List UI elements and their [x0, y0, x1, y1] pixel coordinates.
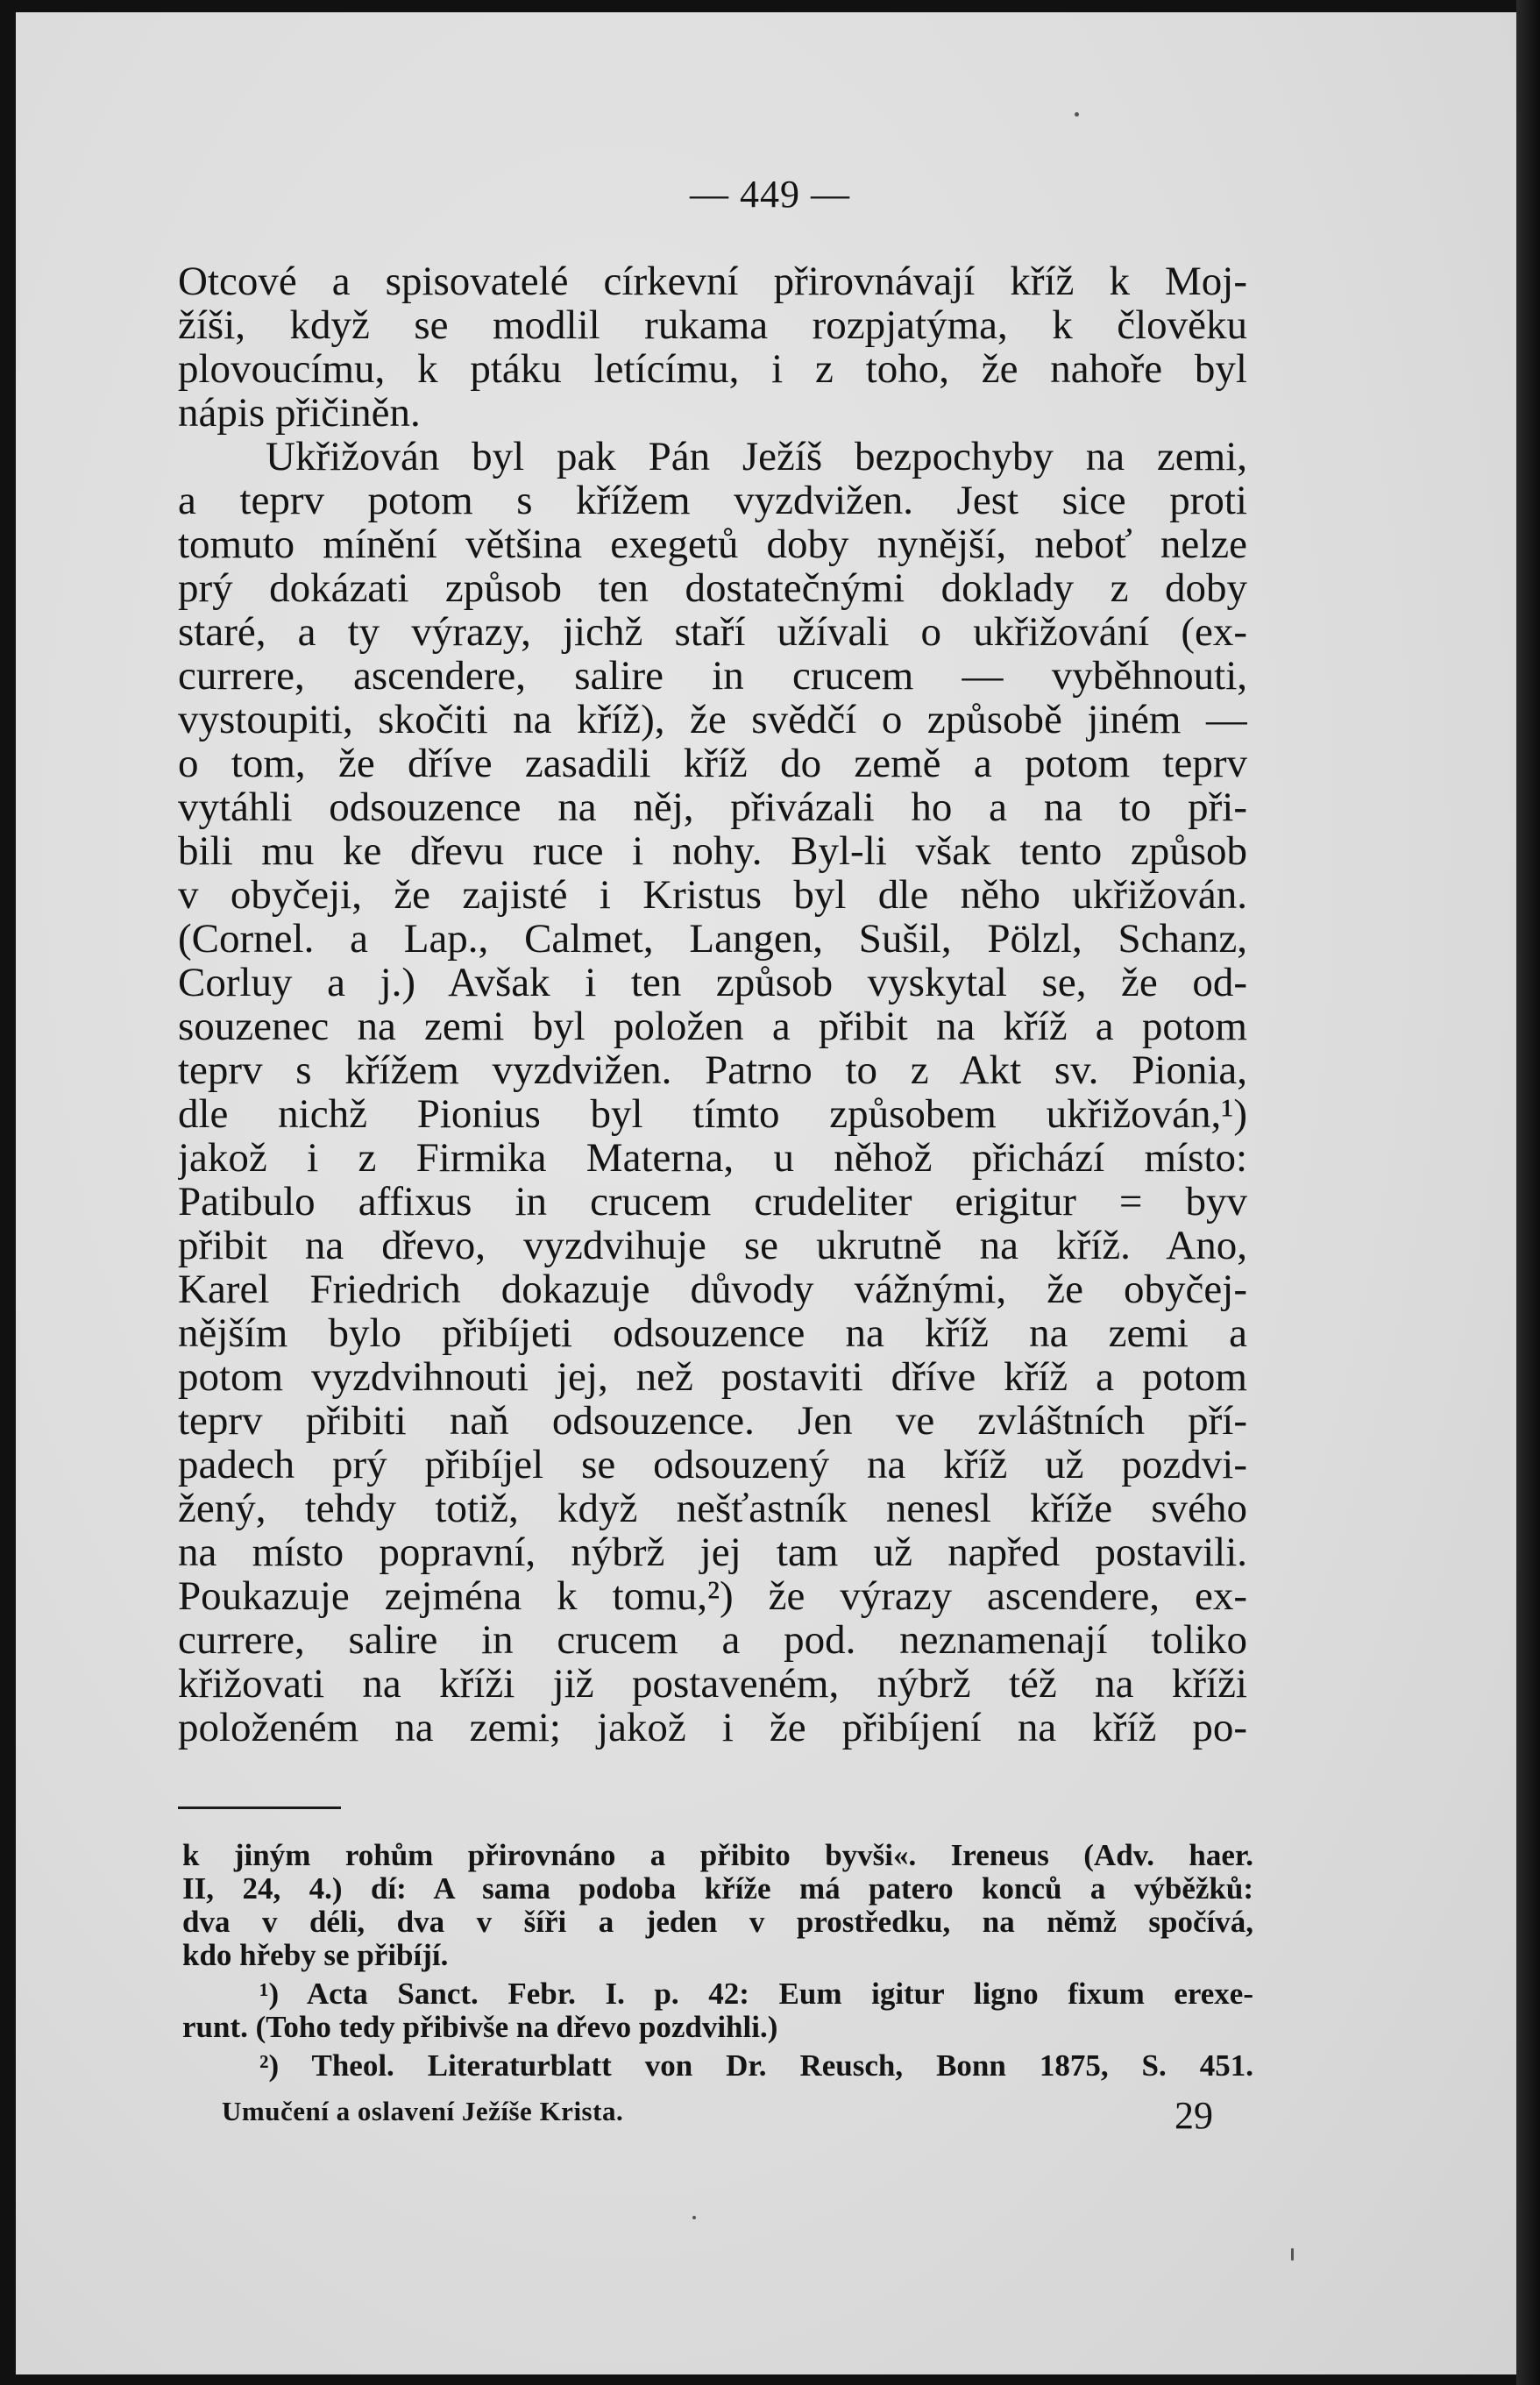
footnote-line: ¹) Acta Sanct. Febr. I. p. 42: Eum igitur ligno fixum erexe-: [259, 1977, 1253, 2011]
body-line: Ukřižován byl pak Pán Ježíš bezpochyby na zemi,: [266, 435, 1247, 479]
body-line: vytáhli odsouzence na něj, přivázali ho a na to při-: [178, 785, 1247, 829]
body-line: křižovati na kříži již postaveném, nýbrž též na kříži: [178, 1662, 1247, 1706]
footnote-line: runt. (Toho tedy přibivše na dřevo pozdvihli.): [182, 2011, 778, 2044]
body-line: o tom, že dříve zasadili kříž do země a potom teprv: [178, 742, 1247, 785]
body-line: souzenec na zemi byl položen a přibit na kříž a potom: [178, 1004, 1247, 1048]
body-line: a teprv potom s křížem vyzdvižen. Jest sice proti: [178, 479, 1247, 522]
body-line: položeném na zemi; jakož i že přibíjení na kříž po-: [178, 1706, 1247, 1750]
body-line: tomuto mínění většina exegetů doby nynější, neboť nelze: [178, 522, 1247, 566]
body-line: žíši, když se modlil rukama rozpjatýma, k člověku: [178, 303, 1247, 347]
body-line: teprv přibiti naň odsouzence. Jen ve zvláštních pří-: [178, 1399, 1247, 1443]
body-line: prý dokázati způsob ten dostatečnými doklady z doby: [178, 566, 1247, 610]
body-line: currere, ascendere, salire in crucem — vyběhnouti,: [178, 654, 1247, 698]
signature-title: Umučení a oslavení Ježíše Krista.: [222, 2096, 624, 2126]
body-line: nápis přičiněn.: [178, 391, 421, 435]
page-edge-shadow: [1516, 0, 1540, 2385]
footnote-line: ²) Theol. Literaturblatt von Dr. Reusch, Bonn 1875, S. 451.: [259, 2049, 1253, 2083]
body-line: Poukazuje zejména k tomu,²) že výrazy ascendere, ex-: [178, 1574, 1247, 1618]
footnote-line: dva v déli, dva v šíři a jeden v prostředku, na němž spočívá,: [182, 1906, 1253, 1939]
body-line: (Cornel. a Lap., Calmet, Langen, Sušil, Pölzl, Schanz,: [178, 917, 1247, 961]
body-line: teprv s křížem vyzdvižen. Patrno to z Akt sv. Pionia,: [178, 1048, 1247, 1092]
paper-speck: [1075, 112, 1079, 117]
body-line: dle nichž Pionius byl tímto způsobem ukřižován,¹): [178, 1092, 1247, 1136]
body-line: Karel Friedrich dokazuje důvody vážnými, že obyčej-: [178, 1267, 1247, 1311]
body-line: vystoupiti, skočiti na kříž), že svědčí o způsobě jiném —: [178, 698, 1247, 742]
body-line: jakož i z Firmika Materna, u něhož přichází místo:: [178, 1136, 1247, 1180]
paper-speck: [692, 2216, 696, 2219]
body-line: Otcové a spisovatelé církevní přirovnávají kříž k Moj-: [178, 259, 1247, 303]
body-line: bili mu ke dřevu ruce i nohy. Byl-li však tento způsob: [178, 829, 1247, 873]
signature-number: 29: [1175, 2094, 1213, 2137]
body-line: currere, salire in crucem a pod. neznamenají toliko: [178, 1618, 1247, 1662]
footnote-line: kdo hřeby se přibíjí.: [182, 1939, 449, 1972]
body-line: v obyčeji, že zajisté i Kristus byl dle něho ukřižován.: [178, 873, 1247, 917]
body-line: Corluy a j.) Avšak i ten způsob vyskytal se, že od-: [178, 961, 1247, 1004]
body-line: staré, a ty výrazy, jichž staří užívali o ukřižování (ex-: [178, 610, 1247, 654]
body-line: žený, tehdy totiž, když nešťastník nenesl kříže svého: [178, 1487, 1247, 1530]
body-line: Patibulo affixus in crucem crudeliter erigitur = byv: [178, 1180, 1247, 1224]
body-line: padech prý přibíjel se odsouzený na kříž už pozdvi-: [178, 1443, 1247, 1487]
paper-speck: [1291, 2248, 1294, 2261]
page-number: — 449 —: [690, 173, 850, 216]
footnote-divider: [178, 1806, 341, 1809]
footnote-line: II, 24, 4.) dí: A sama podoba kříže má patero konců a výběžků:: [182, 1872, 1253, 1906]
body-line: na místo popravní, nýbrž jej tam už napřed postavili.: [178, 1530, 1247, 1574]
body-line: přibit na dřevo, vyzdvihuje se ukrutně na kříž. Ano,: [178, 1224, 1247, 1267]
footnote-line: k jiným rohům přirovnáno a přibito byvši«. Ireneus (Adv. haer.: [182, 1839, 1253, 1872]
body-line: nějším bylo přibíjeti odsouzence na kříž na zemi a: [178, 1311, 1247, 1355]
body-line: potom vyzdvihnouti jej, než postaviti dříve kříž a potom: [178, 1355, 1247, 1399]
body-line: plovoucímu, k ptáku letícímu, i z toho, že nahoře byl: [178, 347, 1247, 391]
